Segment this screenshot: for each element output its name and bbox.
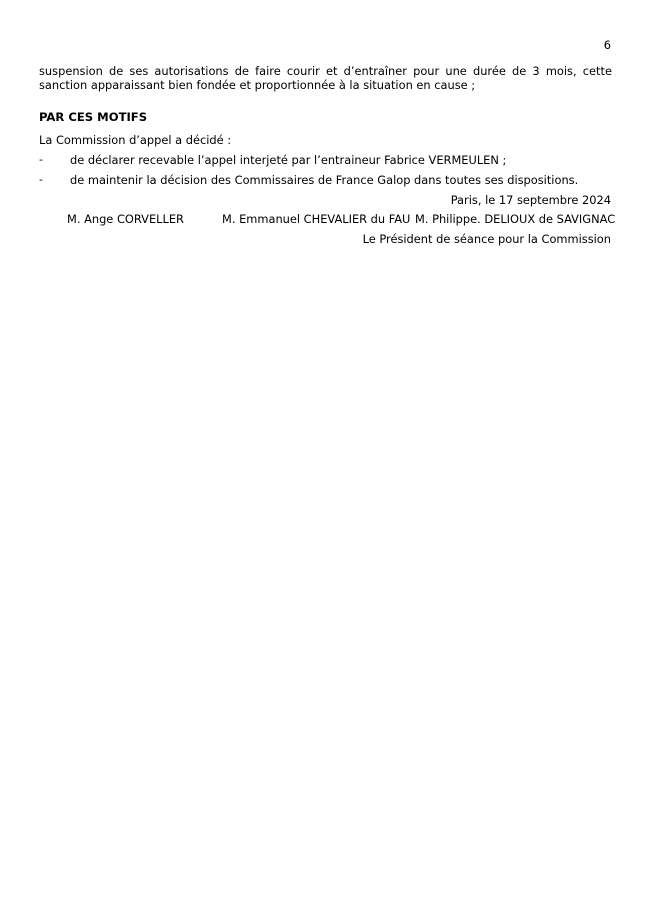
signatory-name: M. Philippe. DELIOUX de SAVIGNAC: [415, 212, 616, 226]
bullet-marker: -: [39, 173, 43, 186]
place-date: Paris, le 17 septembre 2024: [450, 193, 611, 207]
decision-text: de déclarer recevable l’appel interjeté par l’entraineur Fabrice VERMEULEN ;: [70, 153, 507, 167]
signatory-name: M. Ange CORVELLER: [67, 212, 184, 226]
continuation-paragraph: suspension de ses autorisations de faire courir et d’entraîner pour une durée de 3 mois, cette sanction apparaissant bien fondée et proportionnée à la situation en cause ;: [39, 64, 612, 92]
decision-text: de maintenir la décision des Commissaires de France Galop dans toutes ses dispositions.: [70, 173, 579, 187]
president-line: Le Président de séance pour la Commission: [362, 232, 611, 246]
decision-intro: La Commission d’appel a décidé :: [39, 133, 232, 147]
page-number: 6: [603, 38, 611, 52]
bullet-marker: -: [39, 153, 43, 166]
signatory-name: M. Emmanuel CHEVALIER du FAU: [222, 212, 411, 226]
section-heading: PAR CES MOTIFS: [39, 110, 148, 124]
